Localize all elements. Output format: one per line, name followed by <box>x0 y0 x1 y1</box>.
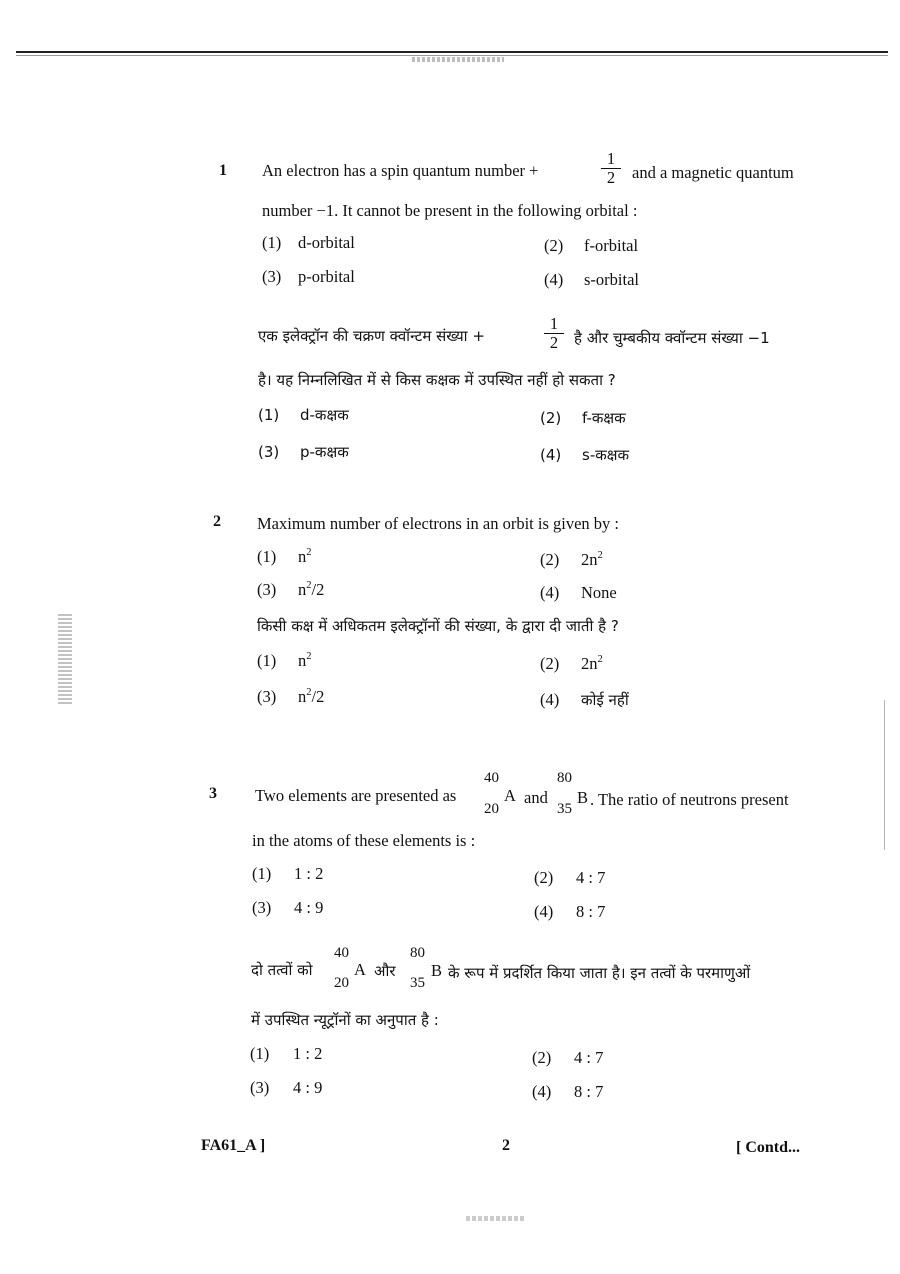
question-1-en-fraction <box>601 150 621 187</box>
question-1-hi-line-2: है। यह निम्नलिखित में से किस कक्षक में उपस्थित नहीं हो सकता ? <box>258 371 616 389</box>
question-2-hi-option-2 <box>540 654 603 674</box>
question-2-number: 2 <box>213 513 221 530</box>
option-text: 8 : 7 <box>574 1082 604 1101</box>
question-1-en-option-1 <box>262 233 355 253</box>
isotope-b-atomic-number: 35 <box>557 801 572 817</box>
question-1-en-option-4 <box>544 270 639 290</box>
isotope-b-atomic-number-hi: 35 <box>410 975 425 991</box>
isotope-a-symbol-hi: A <box>354 960 366 979</box>
isotope-b-mass-number-hi: 80 <box>410 945 425 961</box>
option-text: 1 : 2 <box>294 864 324 883</box>
option-label: (3) <box>257 687 277 706</box>
question-1-hi-option-1 <box>258 405 349 425</box>
question-1-hi-option-3 <box>258 442 349 462</box>
question-1-en-option-3 <box>262 267 355 287</box>
question-1-number: 1 <box>219 162 227 179</box>
option-label: (2) <box>540 654 560 673</box>
option-text: 1 : 2 <box>293 1044 323 1063</box>
option-label: (2) <box>534 868 554 887</box>
question-1-hi-line-1a: एक इलेक्ट्रॉन की चक्रण क्वॉन्टम संख्या + <box>258 327 485 345</box>
question-3-en-line-1b: . The ratio of neutrons present <box>590 790 789 809</box>
option-text: f-orbital <box>584 236 639 255</box>
option-label: (3) <box>250 1078 270 1097</box>
question-3-number: 3 <box>209 785 217 802</box>
question-3-en-option-3 <box>252 898 323 918</box>
option-text: f-कक्षक <box>582 409 626 427</box>
question-2-hi-option-1 <box>257 651 312 671</box>
question-3-en-line-1a: Two elements are presented as <box>255 786 457 805</box>
option-base: n <box>298 547 307 566</box>
option-superscript: 2 <box>597 550 603 561</box>
option-label: (1) <box>257 651 277 670</box>
footer-page-number: 2 <box>502 1137 510 1154</box>
option-superscript: 2 <box>306 687 312 698</box>
isotope-a-mass-number-hi: 40 <box>334 945 349 961</box>
option-text: s-कक्षक <box>582 446 630 464</box>
isotope-b-mass-number: 80 <box>557 770 572 786</box>
option-label: (2) <box>544 236 564 255</box>
question-2-en-option-3 <box>257 580 324 600</box>
fraction-denominator: 2 <box>549 333 559 352</box>
option-label: (4) <box>544 270 564 289</box>
question-2-en-option-2 <box>540 550 603 570</box>
option-label: (4) <box>534 902 554 921</box>
option-label: (3) <box>252 898 272 917</box>
option-base: n <box>298 651 307 670</box>
question-3-en-and: and <box>524 788 548 807</box>
option-label: (4) <box>532 1082 552 1101</box>
option-text: 8 : 7 <box>576 902 606 921</box>
option-label: (2) <box>540 550 560 569</box>
question-1-hi-line-1b: है और चुम्बकीय क्वॉन्टम संख्या −1 <box>574 329 770 347</box>
top-rule-secondary <box>16 55 888 56</box>
option-superscript: 2 <box>306 580 312 591</box>
fraction-numerator: 1 <box>601 150 621 169</box>
option-label: (1) <box>250 1044 270 1063</box>
option-tail: /2 <box>311 687 325 706</box>
question-2-hi-stem: किसी कक्ष में अधिकतम इलेक्ट्रॉनों की संख्या, के द्वारा दी जाती है ? <box>257 617 619 635</box>
option-label: (4) <box>540 690 560 709</box>
option-label: (1) <box>262 233 282 252</box>
option-label: (2) <box>532 1048 552 1067</box>
option-label: (4) <box>540 583 560 602</box>
footer-paper-code: FA61_A ] <box>201 1137 266 1154</box>
question-2-en-stem: Maximum number of electrons in an orbit is given by : <box>257 514 620 533</box>
option-superscript: 2 <box>597 654 603 665</box>
top-rule <box>16 51 888 53</box>
option-base: n <box>298 580 307 599</box>
option-label: (1) <box>258 406 280 424</box>
option-text: p-orbital <box>298 267 355 286</box>
question-3-hi-option-3 <box>250 1078 322 1098</box>
option-text: 4 : 9 <box>294 898 324 917</box>
scan-artifact-bottom <box>466 1216 526 1221</box>
option-tail: /2 <box>311 580 325 599</box>
scan-artifact-top <box>412 57 504 62</box>
question-3-hi-line-2: में उपस्थित न्यूट्रॉनों का अनुपात है : <box>251 1011 439 1029</box>
question-1-en-line-1a: An electron has a spin quantum number + <box>262 161 539 180</box>
option-label: (1) <box>257 547 277 566</box>
option-label: (1) <box>252 864 272 883</box>
option-label: (4) <box>540 446 562 464</box>
option-text: 4 : 9 <box>293 1078 323 1097</box>
option-text: p-कक्षक <box>300 443 349 461</box>
question-1-en-option-2 <box>544 236 638 256</box>
question-3-hi-option-2 <box>532 1048 603 1068</box>
option-label: (3) <box>257 580 277 599</box>
question-3-en-option-1 <box>252 864 323 884</box>
question-1-hi-fraction <box>544 315 564 352</box>
question-3-en-option-4 <box>534 902 605 922</box>
question-2-en-option-1 <box>257 547 312 567</box>
question-3-hi-option-4 <box>532 1082 603 1102</box>
question-3-hi-option-1 <box>250 1044 322 1064</box>
option-superscript: 2 <box>306 547 312 558</box>
isotope-a-atomic-number-hi: 20 <box>334 975 349 991</box>
option-text: 4 : 7 <box>576 868 606 887</box>
isotope-b-symbol: B <box>577 788 589 807</box>
question-3-en-option-2 <box>534 868 605 888</box>
scan-artifact-edge <box>884 700 885 850</box>
question-1-en-line-1b: and a magnetic quantum <box>632 163 794 182</box>
question-2-en-option-4 <box>540 583 617 603</box>
isotope-a-mass-number: 40 <box>484 770 499 786</box>
question-3-hi-line-1a: दो तत्वों को <box>251 961 313 979</box>
option-text: d-orbital <box>298 233 355 252</box>
option-base: 2n <box>581 550 598 569</box>
isotope-a-atomic-number: 20 <box>484 801 499 817</box>
question-3-hi-and: और <box>374 962 396 980</box>
option-label: (2) <box>540 409 562 427</box>
fraction-numerator: 1 <box>544 315 564 334</box>
scan-artifact-side <box>58 612 72 704</box>
isotope-a-symbol: A <box>504 786 516 805</box>
option-base: n <box>298 687 307 706</box>
fraction-denominator: 2 <box>606 168 616 187</box>
footer-continued: [ Contd... <box>736 1139 801 1156</box>
option-base: 2n <box>581 654 598 673</box>
question-2-hi-option-4 <box>540 690 629 710</box>
isotope-b-symbol-hi: B <box>431 961 443 980</box>
option-label: (3) <box>262 267 282 286</box>
question-1-en-line-2: number −1. It cannot be present in the following orbital : <box>262 201 638 220</box>
question-3-hi-line-1b: के रूप में प्रदर्शित किया जाता है। इन तत्वों के परमाणुओं <box>448 964 751 982</box>
option-text: 4 : 7 <box>574 1048 604 1067</box>
question-2-hi-option-3 <box>257 687 324 707</box>
option-base: कोई नहीं <box>581 691 629 709</box>
option-text: d-कक्षक <box>300 406 349 424</box>
question-1-hi-option-2 <box>540 408 626 428</box>
question-3-en-line-2: in the atoms of these elements is : <box>252 831 476 850</box>
option-label: (3) <box>258 443 280 461</box>
option-text: s-orbital <box>584 270 639 289</box>
option-superscript: 2 <box>306 651 312 662</box>
question-1-hi-option-4 <box>540 445 629 465</box>
option-base: None <box>581 583 617 602</box>
